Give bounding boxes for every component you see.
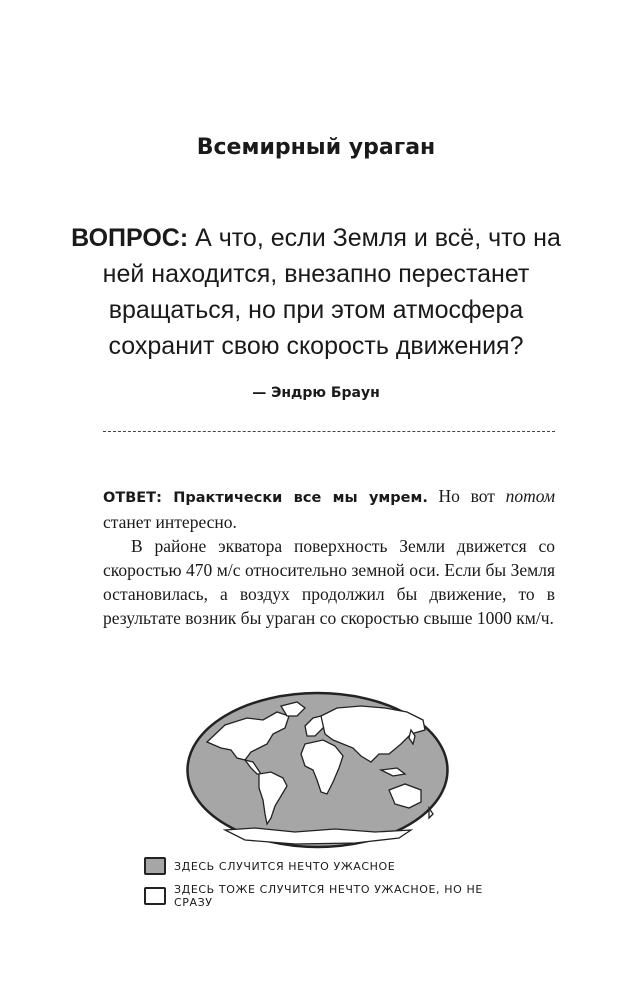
- answer-block: [103, 484, 555, 630]
- world-map: [185, 690, 450, 850]
- question-text: А что, если Земля и всё, что на ней находится, внезапно перестанет вращаться, но при этом атмосфера сохранит свою скорость движения?: [102, 224, 561, 360]
- answer-lead: Практически все мы умрем.: [161, 490, 428, 506]
- legend-label-land: ЗДЕСЬ ТОЖЕ СЛУЧИТСЯ НЕЧТО УЖАСНОЕ, НО НЕ СРАЗУ: [174, 883, 483, 909]
- page-title: Всемирный ураган: [196, 135, 436, 160]
- new-zealand-landmass: [429, 808, 433, 818]
- legend-swatch-white: [144, 887, 166, 905]
- answer-label: ОТВЕТ:: [103, 490, 162, 506]
- legend-label-ocean: ЗДЕСЬ СЛУЧИТСЯ НЕЧТО УЖАСНОЕ: [174, 859, 396, 873]
- question-block: [60, 220, 572, 364]
- legend-item-ocean: [144, 857, 524, 875]
- answer-emphasis: потом: [505, 486, 556, 506]
- dashed-divider: [103, 431, 555, 432]
- answer-paragraph-2: В районе экватора поверхность Земли движется со скоростью 470 м/с относительно земной оси. Если бы Земля остановилась, а воздух продолжил бы движение, то в результате возник бы ураган со скоростью свыше 1000 км/ч.: [103, 536, 555, 628]
- legend-swatch-gray: [144, 857, 166, 875]
- answer-text-before: Но вот: [427, 486, 506, 506]
- legend-item-land: [144, 883, 524, 909]
- question-author: — Эндрю Браун: [252, 385, 380, 401]
- answer-text-after: станет интересно.: [103, 512, 237, 532]
- answer-paragraph-1: [103, 484, 555, 534]
- question-label: ВОПРОС:: [71, 224, 189, 252]
